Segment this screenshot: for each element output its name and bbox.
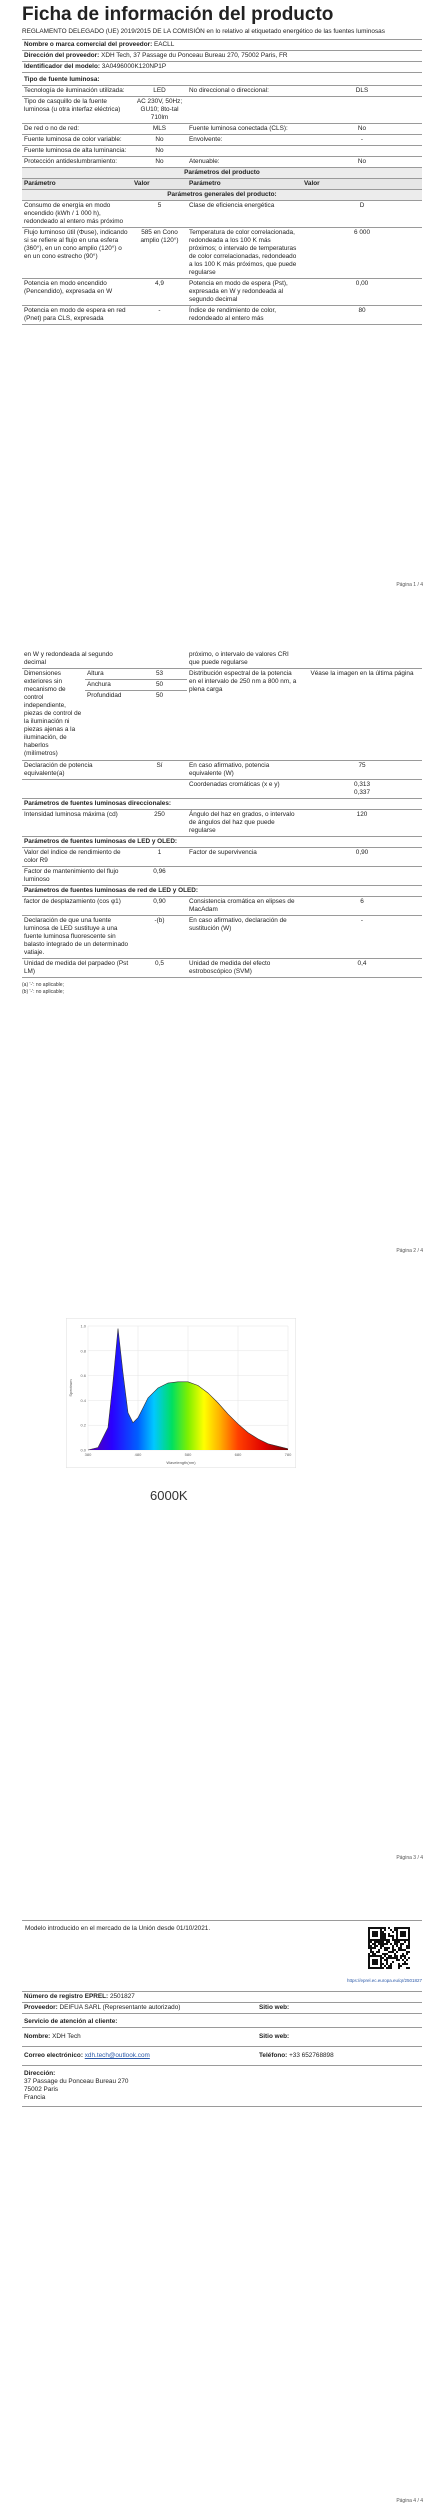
- email-link[interactable]: xdh.tech@outlook.com: [84, 2052, 150, 2059]
- spd-value: Véase la imagen en la última página: [302, 669, 422, 761]
- x-tick-label: 380: [84, 1452, 92, 1457]
- dimensions-label: Dimensiones exteriores sin mecanismo de control independiente, piezas de control de la iluminación ni piezas ajenas a la iluminación, de haberlos (milímetros): [22, 669, 85, 761]
- product-params-table: [22, 168, 422, 325]
- supplier-name-label: Nombre o marca comercial del proveedor:: [24, 41, 153, 48]
- supplier-address-value: XDH Tech, 37 Passage du Ponceau Bureau 270, 75002 Paris, FR: [101, 52, 288, 59]
- address-line: Francia: [24, 2094, 46, 2101]
- table-row: Fuente luminosa de alta luminancia: No: [22, 146, 422, 157]
- eprel-url-link[interactable]: https://eprel.ec.europa.eu/qr/2501827: [346, 1978, 422, 1983]
- page-2-content: [22, 650, 422, 996]
- table-row: Declaración de potencia equivalente(a) Sí En caso afirmativo, potencia equivalente (W) 75: [22, 761, 422, 780]
- table-row: Intensidad luminosa máxima (cd) 250 Ángulo del haz en grados, o intervalo de ángulos del haz que puede regularse 120: [22, 810, 422, 837]
- proveedor-label: Proveedor:: [24, 2004, 58, 2011]
- x-tick-label: 580: [184, 1452, 192, 1457]
- website-label-2: Sitio web:: [259, 2033, 290, 2040]
- table-row: Flujo luminoso útil (Φuse), indicando si se refiere al flujo en una esfera (360°), en un cono amplio (120°) o en un cono estrecho (90°) 585 en Cono amplio (120°) Temperatura de color correlacionada, redondeada a los 100 K más próximos; o intervalo de temperaturas de color correlacionadas, redondeado a los 100 K más próximos, que puede regularse 6 000: [22, 228, 422, 279]
- service-header: Servicio de atención al cliente:: [24, 2018, 118, 2025]
- footnote-b: (b) '-': no aplicable;: [22, 989, 64, 995]
- table-row: De red o no de red: MLS Fuente luminosa conectada (CLS): No: [22, 124, 422, 135]
- contact-table: [22, 1992, 422, 2107]
- light-source-type-table: [22, 75, 422, 168]
- table-row: factor de desplazamiento (cos φ1) 0,90 Consistencia cromática en elipses de MacAdam 6: [22, 897, 422, 916]
- type-section-header: Tipo de fuente luminosa:: [22, 75, 422, 86]
- y-tick-label: 1.0: [80, 1323, 86, 1329]
- model-id-label: Identificador del modelo:: [24, 63, 100, 70]
- table-row: Coordenadas cromáticas (x e y) 0,313 0,337: [22, 780, 422, 799]
- page-4-content: [22, 1920, 422, 2107]
- x-tick-label: 680: [234, 1452, 242, 1457]
- table-row: Protección antideslumbramiento: No Atenuable: No: [22, 157, 422, 168]
- address-line: 75002 Paris: [24, 2086, 59, 2093]
- params-col-headers: Parámetro Valor Parámetro Valor: [22, 179, 422, 190]
- x-tick-label: 480: [134, 1452, 142, 1457]
- intro-box: [22, 1920, 422, 1992]
- y-tick-label: 0.8: [80, 1348, 86, 1354]
- phone-value: +33 652768898: [289, 2052, 334, 2059]
- email-label: Correo electrónico:: [24, 2052, 83, 2059]
- general-params-header: Parámetros generales del producto:: [22, 190, 422, 201]
- eprel-label: Número de registro EPREL:: [24, 1993, 109, 2000]
- footnote-a: (a) '-': no aplicable;: [22, 982, 64, 988]
- table-row: Unidad de medida del parpadeo (Pst LM) 0,5 Unidad de medida del efecto estroboscópico (SVM) 0,4: [22, 959, 422, 978]
- website-label: Sitio web:: [259, 2004, 290, 2011]
- table-row: Potencia en modo encendido (Pencendido), expresada en W 4,9 Potencia en modo de espera (Pst), expresada en W y redondeada al segundo decimal 0,00: [22, 279, 422, 306]
- params-continued-table: en W y redondeada al segundo decimal próximo, o intervalo de valores CRI que puede regularse Dimensiones exteriores sin mecanismo de control independiente, piezas de control de la iluminación ni piezas ajenas a la iluminación, de haberlos (milímetros) Altura 53 Distribución espectral de la potencia en el intervalo de 250 nm a 800 nm, a plena carga Véase la imagen en la última página Anchura 50 Profundidad 50 Declaración de potencia equivalente(a) Sí En caso afirmativo, potencia equivalente (W) 75 Coordenadas cromáticas (x e y) 0,313 0,337 Parámetros de fuentes luminosas direccionales: Intensidad luminosa máxima (cd) 250 Ángulo del haz en grados, o intervalo de ángulos del haz que puede regularse 120 Parámetros de fuentes luminosas de LED y OLED: Valor del índice de rendimiento de color R9 1 Factor de supervivencia 0,90 Factor de mantenimiento del flujo luminoso 0,96 Parámetros de fuentes luminosas de red de LED y OLED: factor de desplazamiento (cos φ1) 0,90 Consistencia cromática en elipses de MacAdam 6 Declaración de que una fuente luminosa de LED sustituye a una fuente luminosa fluorescente sin balasto integrado de un determinado vatiaje. -(b) En caso afirmativo, declaración de sustitución (W) - Unidad de medida del parpadeo (Pst LM) 0,5 Unidad de medida del efecto estroboscópico (SVM) 0,4: [22, 650, 422, 978]
- dimensions-row: Dimensiones exteriores sin mecanismo de control independiente, piezas de control de la iluminación ni piezas ajenas a la iluminación, de haberlos (milímetros) Altura 53 Distribución espectral de la potencia en el intervalo de 250 nm a 800 nm, a plena carga Véase la imagen en la última página: [22, 669, 422, 680]
- supplier-name-value: EACLL: [154, 41, 175, 48]
- supplier-address-label: Dirección del proveedor:: [24, 52, 100, 59]
- market-intro-text: Modelo introducido en el mercado de la Unión desde 01/10/2021.: [25, 1925, 211, 1932]
- model-id-value: 3A0496000K120NP1P: [101, 63, 167, 70]
- table-row: Declaración de que una fuente luminosa de LED sustituye a una fuente luminosa fluorescente sin balasto integrado de un determinado vatiaje. -(b) En caso afirmativo, declaración de sustitución (W) -: [22, 916, 422, 959]
- x-tick-label: 780: [284, 1452, 292, 1457]
- directional-header: Parámetros de fuentes luminosas direccionales:: [22, 799, 422, 810]
- table-row: Potencia en modo de espera en red (Pnet) para CLS, expresada - Índice de rendimiento de color, redondeado al entero más 80: [22, 306, 422, 325]
- y-axis-label: Spectrum: [68, 1379, 73, 1397]
- regulation-text: REGLAMENTO DELEGADO (UE) 2019/2015 DE LA COMISIÓN en lo relativo al etiquetado energético de las fuentes luminosas: [22, 28, 385, 35]
- y-tick-label: 0.4: [80, 1397, 86, 1403]
- led-header: Parámetros de fuentes luminosas de LED y OLED:: [22, 837, 422, 848]
- page-1-content: [22, 4, 422, 325]
- supplier-table: [22, 39, 422, 73]
- cct-label: 6000K: [150, 1488, 188, 1503]
- y-tick-label: 0.2: [80, 1422, 86, 1428]
- table-row: Tecnología de iluminación utilizada: LED No direccional o direccional: DLS: [22, 86, 422, 97]
- address-label: Dirección:: [24, 2070, 56, 2077]
- table-row: Fuente luminosa de color variable: No Envolvente: -: [22, 135, 422, 146]
- spd-label: Distribución espectral de la potencia en el intervalo de 250 nm a 800 nm, a plena carga: [187, 669, 302, 761]
- params-header: Parámetros del producto: [22, 168, 422, 179]
- table-row: Tipo de casquillo de la fuente luminosa (u otra interfaz eléctrica) AC 230V, 50Hz; GU10; 8to-tal 710lm: [22, 97, 422, 124]
- table-row: Consumo de energía en modo encendido (kWh / 1 000 h), redondeado al entero más próximo 5 Clase de eficiencia energética D: [22, 201, 422, 228]
- y-tick-label: 0.6: [80, 1373, 86, 1379]
- y-tick-label: 0.0: [80, 1447, 86, 1453]
- table-row: Valor del índice de rendimiento de color R9 1 Factor de supervivencia 0,90: [22, 848, 422, 867]
- page-number: Página 3 / 4: [396, 1855, 423, 1861]
- page-number: Página 4 / 4: [396, 2498, 423, 2504]
- x-axis-label: Wavelength(nm): [166, 1460, 196, 1465]
- page-title: Ficha de información del producto: [22, 4, 334, 25]
- page-number: Página 1 / 4: [396, 582, 423, 588]
- phone-label: Teléfono:: [259, 2052, 288, 2059]
- eprel-value: 2501827: [109, 1993, 135, 2000]
- proveedor-value: DEIFUA SARL (Representante autorizado): [59, 2004, 181, 2011]
- mls-header: Parámetros de fuentes luminosas de red de LED y OLED:: [22, 886, 422, 897]
- eprel-qr-code[interactable]: [368, 1927, 410, 1969]
- table-row: en W y redondeada al segundo decimal próximo, o intervalo de valores CRI que puede regularse: [22, 650, 422, 669]
- nombre-value: XDH Tech: [52, 2033, 81, 2040]
- nombre-label: Nombre:: [24, 2033, 51, 2040]
- address-line: 37 Passage du Ponceau Bureau 270: [24, 2078, 129, 2085]
- page-number: Página 2 / 4: [396, 1248, 423, 1254]
- table-row: Factor de mantenimiento del flujo luminoso 0,96: [22, 867, 422, 886]
- spectrum-chart: [66, 1318, 296, 1468]
